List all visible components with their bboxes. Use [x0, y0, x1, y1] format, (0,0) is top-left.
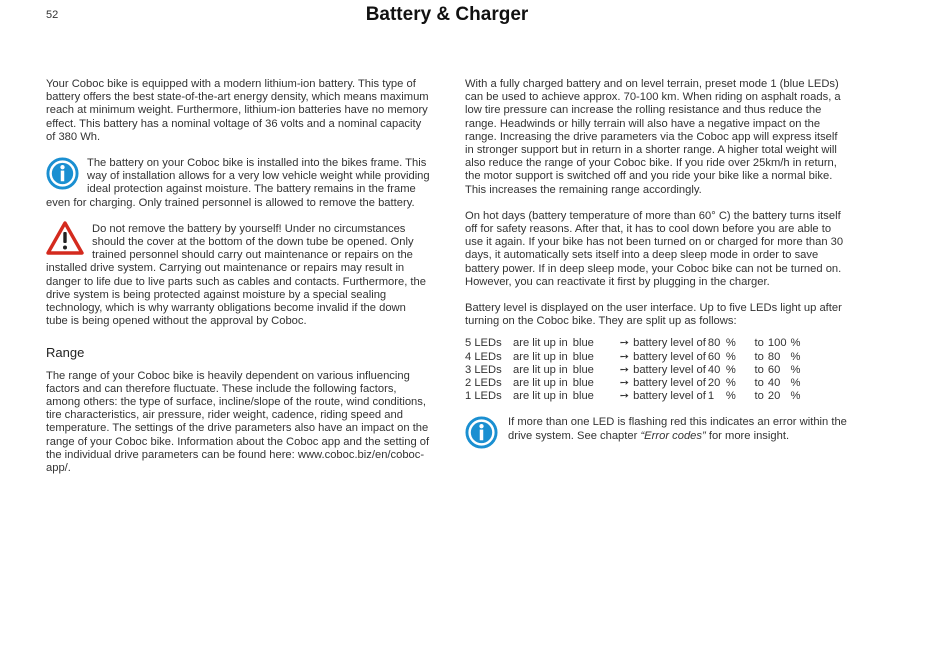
range-paragraph: The range of your Coboc bike is heavily dependent on various influencing factors and can therefore fluctuate. These include the following factors, among others: the type of surface, incline/slope of the route, wind conditions, tire characteristics, air pressure, rider weight, cadence, riding speed and temperature. The settings of the drive parameters also have an impact on the range of your Coboc bike. Information about the Coboc app and the setting of the individual drive parameters can be found here: www.coboc.biz/en/coboc-app/.: [46, 369, 430, 475]
warning-note: [46, 223, 430, 329]
led-cell-u1: %: [725, 390, 736, 403]
info-note-text: The battery on your Coboc bike is installed into the bikes frame. This way of installation allows for a very low vehicle weight while providing ideal protection against moisture. The battery remains in the frame even for charging. Only trained personnel is allowed to remove the battery.: [46, 157, 430, 209]
led-cell-u2: %: [790, 377, 801, 390]
led-level-row: [465, 390, 805, 403]
led-cell-label: battery level of: [633, 350, 706, 363]
led-cell-color: blue: [572, 390, 594, 403]
led-cell-u2: %: [790, 350, 801, 363]
hot-days-paragraph: On hot days (battery temperature of more than 60° C) the battery turns itself off for safety reasons. After that, it has to cool down before you are able to use it again. If your bike has not been turned on or charged for more than 30 days, it automatically sets itself into a deep sleep mode in order to save battery power. If in deep sleep mode, your Coboc bike can not be turned on. However, you can reactivate it first by plugging in the charger.: [465, 209, 844, 288]
led-level-row: [465, 337, 805, 350]
left-column: [46, 78, 430, 488]
led-cell-upto: 40: [767, 377, 781, 390]
led-cell-u2: %: [790, 363, 801, 376]
error-codes-reference: “Error codes”: [640, 429, 706, 442]
led-cell-lit: are lit up in: [513, 337, 568, 350]
led-cell-lit: are lit up in: [513, 363, 568, 376]
led-cell-to: to: [754, 363, 764, 376]
info-note: [46, 157, 430, 210]
right-column: [465, 78, 849, 456]
warning-note-text: Do not remove the battery by yourself! Under no circumstances should the cover at the bottom of the down tube be opened. Only trained personnel should carry out maintenance or repairs on the installed drive system. Carrying out maintenance or repairs may result in danger to life due to live parts such as cables and contacts. Furthermore, the drive system is being protected against moisture by a special sealing technology, which is why warranty obligations become invalid if the down tube is being opened without the approval by Coboc.: [46, 222, 426, 328]
led-cell-leds: 4 LEDs: [465, 350, 502, 363]
led-cell-leds: 1 LEDs: [465, 390, 502, 403]
led-cell-to: to: [754, 390, 764, 403]
led-cell-lit: are lit up in: [513, 390, 568, 403]
led-cell-arrow: ➙: [619, 377, 630, 390]
page-title: Battery & Charger: [365, 4, 529, 25]
led-cell-to: to: [754, 337, 764, 350]
error-note-text: If more than one LED is flashing red this indicates an error within the drive system. See chapter “Error codes” for more insight.: [508, 416, 847, 442]
led-cell-color: blue: [572, 377, 594, 390]
led-cell-u1: %: [725, 350, 736, 363]
led-cell-arrow: ➙: [619, 337, 630, 350]
led-cell-lit: are lit up in: [513, 377, 568, 390]
led-cell-lit: are lit up in: [513, 350, 568, 363]
led-cell-to: to: [754, 350, 764, 363]
led-cell-from: 40: [707, 363, 721, 376]
led-cell-color: blue: [572, 350, 594, 363]
led-level-row: [465, 377, 805, 390]
led-level-row: [465, 364, 805, 377]
led-cell-arrow: ➙: [619, 390, 630, 403]
info-icon: [46, 157, 79, 194]
led-cell-from: 60: [707, 350, 721, 363]
led-cell-label: battery level of: [633, 377, 706, 390]
led-cell-arrow: ➙: [619, 363, 630, 376]
led-cell-from: 1: [707, 390, 715, 403]
led-cell-label: battery level of: [633, 337, 706, 350]
led-cell-upto: 20: [767, 390, 781, 403]
error-note: [465, 416, 849, 442]
led-cell-arrow: ➙: [619, 350, 630, 363]
battery-intro-paragraph: Your Coboc bike is equipped with a modern lithium-ion battery. This type of battery offers the best state-of-the-art energy density, which means maximum reach at minimum weight. Furthermore, lithium-ion batteries have no memory effect. This battery has a nominal voltage of 36 volts and a nominal capacity of 380 Wh.: [46, 78, 429, 143]
led-cell-upto: 60: [767, 363, 781, 376]
range-heading: Range: [46, 345, 85, 361]
led-cell-from: 80: [707, 337, 721, 350]
led-cell-leds: 2 LEDs: [465, 377, 502, 390]
led-cell-label: battery level of: [633, 390, 706, 403]
led-cell-upto: 80: [767, 350, 781, 363]
led-cell-label: battery level of: [633, 363, 706, 376]
info-icon: [465, 416, 498, 453]
led-cell-u2: %: [790, 337, 801, 350]
led-cell-u1: %: [725, 363, 736, 376]
led-cell-leds: 5 LEDs: [465, 337, 502, 350]
page-number: 52: [46, 9, 59, 21]
battery-level-intro: Battery level is displayed on the user interface. Up to five LEDs light up after turning on the Coboc bike. They are split up as follows:: [465, 302, 842, 328]
led-cell-u1: %: [725, 377, 736, 390]
led-level-table: [465, 337, 805, 403]
led-cell-to: to: [754, 377, 764, 390]
led-cell-upto: 100: [767, 337, 787, 350]
warning-icon: [46, 221, 84, 259]
led-cell-from: 20: [707, 377, 721, 390]
led-level-row: [465, 351, 805, 364]
range-estimate-paragraph: With a fully charged battery and on level terrain, preset mode 1 (blue LEDs) can be used to achieve approx. 70-100 km. When riding on asphalt roads, a low tire pressure can increase the rolling resistance and thus reduce the range. Headwinds or hilly terrain will also have a negative impact on the range. Increasing the drive parameters via the Coboc app will express itself in stronger support but in return in a shorter range. A higher total weight will also reduce the range of your Coboc bike. If you ride over 25km/h in return, the motor support is switched off and you ride your bike like a normal bike. This increases the remaining range accordingly.: [465, 78, 841, 196]
led-cell-leds: 3 LEDs: [465, 363, 502, 376]
led-cell-color: blue: [572, 363, 594, 376]
led-cell-u1: %: [725, 337, 736, 350]
led-cell-u2: %: [790, 390, 801, 403]
led-cell-color: blue: [572, 337, 594, 350]
